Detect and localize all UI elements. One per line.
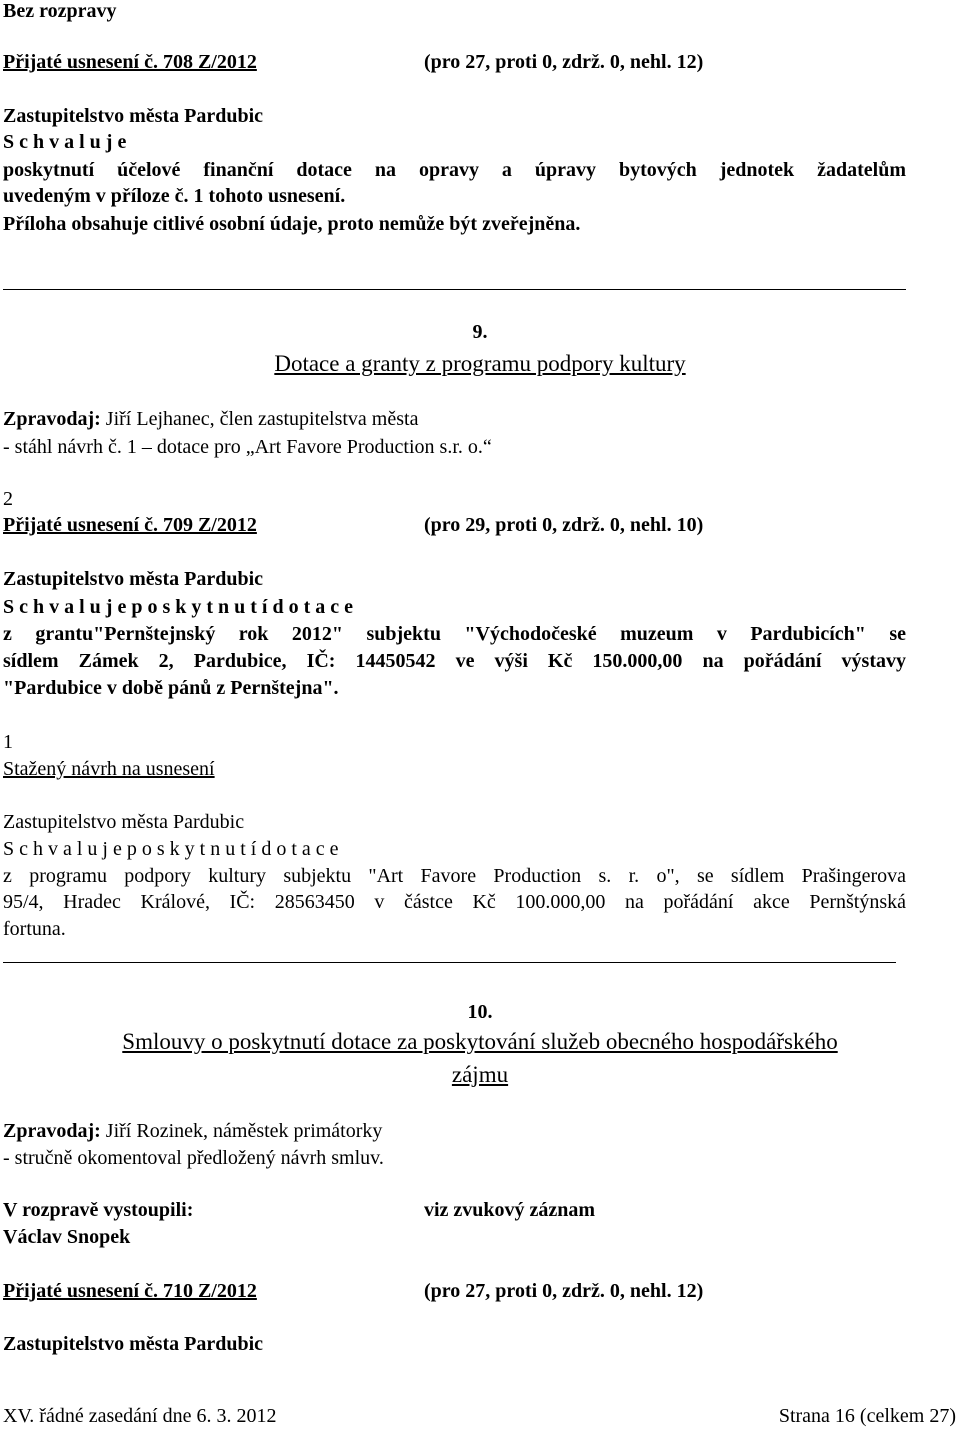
withdrawn-note: - stáhl návrh č. 1 – dotace pro „Art Favore Production s.r. o.“	[3, 436, 492, 458]
withdrawn-proposal-title: Stažený návrh na usnesení	[3, 758, 215, 780]
comment-note: - stručně okomentoval předložený návrh smluv.	[3, 1147, 384, 1169]
vote-result: (pro 27, proti 0, zdrž. 0, nehl. 12)	[424, 1280, 704, 1302]
proposal-text-line: z programu podpory kultury subjektu "Art Favore Production s. r. o", se sídlem Prašingerova	[3, 865, 906, 887]
reporter-line	[3, 406, 418, 432]
section-divider	[3, 289, 906, 290]
footer-page-number: Strana 16 (celkem 27)	[778, 1405, 956, 1427]
resolution-text-line: z grantu"Pernštejnský rok 2012" subjektu "Východočeské muzeum v Pardubicích" se	[3, 623, 906, 645]
approves-label: S c h v a l u j e p o s k y t n u t í d o t a c e	[3, 596, 354, 618]
reporter-label: Zpravodaj:	[3, 1120, 101, 1142]
approves-label: S c h v a l u j e p o s k y t n u t í d o t a c e	[3, 838, 339, 860]
footer-meeting: XV. řádné zasedání dne 6. 3. 2012	[3, 1405, 277, 1427]
item-number: 2	[3, 488, 13, 510]
reporter-line	[3, 1118, 382, 1144]
approves-label: S c h v a l u j e	[3, 131, 127, 153]
section-number: 10.	[467, 1001, 493, 1023]
resolution-text-line: sídlem Zámek 2, Pardubice, IČ: 14450542 ve výši Kč 150.000,00 na pořádání výstavy	[3, 650, 906, 672]
section-number: 9.	[472, 321, 488, 343]
section-title-cont: zájmu	[451, 1062, 509, 1087]
attachment-note: Příloha obsahuje citlivé osobní údaje, proto nemůže být zveřejněna.	[3, 213, 581, 235]
reporter-name: Jiří Rozinek, náměstek primátorky	[100, 1120, 383, 1142]
section-title: Smlouvy o poskytnutí dotace za poskytování služeb obecného hospodářského	[122, 1029, 838, 1054]
proposal-text-line: fortuna.	[3, 918, 66, 940]
vote-result: (pro 27, proti 0, zdrž. 0, nehl. 12)	[424, 51, 704, 73]
debate-value: viz zvukový záznam	[424, 1199, 596, 1221]
section-heading: Bez rozpravy	[3, 0, 117, 22]
item-number: 1	[3, 731, 13, 753]
vote-result: (pro 29, proti 0, zdrž. 0, nehl. 10)	[424, 514, 704, 536]
resolution-number: Přijaté usnesení č. 708 Z/2012	[3, 51, 257, 73]
reporter-name: Jiří Lejhanec, člen zastupitelstva města	[100, 408, 419, 430]
speaker-name: Václav Snopek	[3, 1226, 131, 1248]
proposal-text-line: 95/4, Hradec Králové, IČ: 28563450 v částce Kč 100.000,00 na pořádání akce Pernštýnská	[3, 891, 906, 913]
council-name: Zastupitelstvo města Pardubic	[3, 105, 263, 127]
council-name: Zastupitelstvo města Pardubic	[3, 1333, 263, 1355]
resolution-number: Přijaté usnesení č. 709 Z/2012	[3, 514, 257, 536]
council-name: Zastupitelstvo města Pardubic	[3, 811, 245, 833]
debate-label: V rozpravě vystoupili:	[3, 1199, 194, 1221]
section-divider	[3, 962, 896, 963]
resolution-text-line: uvedeným v příloze č. 1 tohoto usnesení.	[3, 185, 346, 207]
council-name: Zastupitelstvo města Pardubic	[3, 568, 263, 590]
resolution-text-line: poskytnutí účelové finanční dotace na opravy a úpravy bytových jednotek žadatelům	[3, 159, 906, 181]
resolution-text-line: "Pardubice v době pánů z Pernštejna".	[3, 677, 339, 699]
resolution-number: Přijaté usnesení č. 710 Z/2012	[3, 1280, 257, 1302]
section-title: Dotace a granty z programu podpory kultury	[274, 351, 686, 376]
reporter-label: Zpravodaj:	[3, 408, 101, 430]
